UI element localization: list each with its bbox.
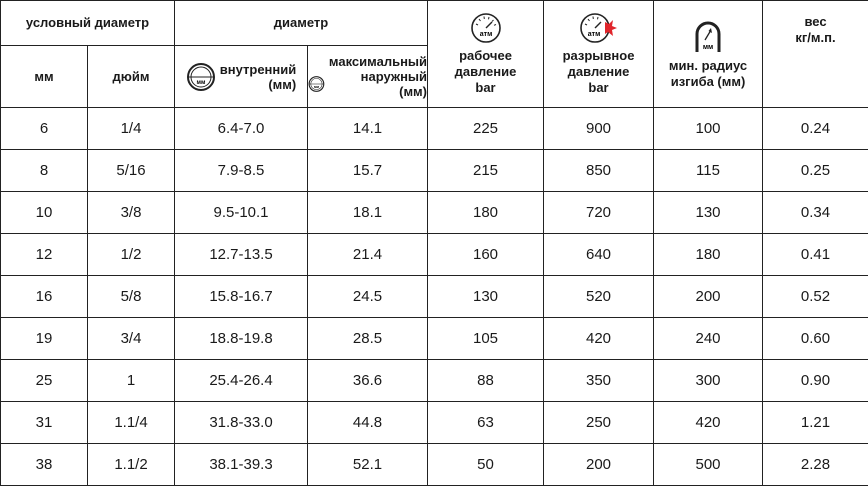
working-pressure-line3: bar: [475, 80, 496, 95]
cell-working: 50: [428, 444, 544, 486]
weight-header: [763, 1, 868, 108]
cell-outer: 36.6: [308, 360, 428, 402]
cell-radius: 300: [654, 360, 763, 402]
table-row: [1, 108, 868, 150]
cell-weight: 0.90: [763, 360, 868, 402]
burst-gauge-icon: [579, 12, 619, 44]
diameter-header: диаметр: [175, 1, 428, 46]
bend-radius-icon: [691, 18, 725, 54]
table-row: [1, 234, 868, 276]
cell-weight: 0.24: [763, 108, 868, 150]
cell-radius: 130: [654, 192, 763, 234]
inner-line1: внутренний: [219, 61, 297, 77]
cell-radius: 500: [654, 444, 763, 486]
table-row: [1, 318, 868, 360]
inch-column-header: дюйм: [88, 46, 175, 108]
bend-radius-line2: изгиба (мм): [670, 74, 746, 89]
cell-mm: 12: [1, 234, 88, 276]
working-pressure-line2: давление: [454, 64, 517, 79]
cell-weight: 0.60: [763, 318, 868, 360]
cell-inner: 31.8-33.0: [175, 402, 308, 444]
cell-working: 160: [428, 234, 544, 276]
cell-burst: 350: [544, 360, 654, 402]
cell-inner: 7.9-8.5: [175, 150, 308, 192]
cell-inner: 38.1-39.3: [175, 444, 308, 486]
atm-label: атм: [479, 31, 492, 38]
cell-radius: 180: [654, 234, 763, 276]
cell-outer: 24.5: [308, 276, 428, 318]
mm-column-header: мм: [1, 46, 88, 108]
cell-inch: 3/4: [88, 318, 175, 360]
table-row: [1, 150, 868, 192]
mm-label: мм: [313, 84, 319, 89]
bend-radius-header: [654, 1, 763, 108]
hose-ring-icon: [308, 69, 325, 99]
weight-line1: вес: [804, 14, 827, 29]
pressure-gauge-icon: [470, 12, 502, 44]
outer-line2: наружный: [360, 69, 428, 84]
cell-mm: 31: [1, 402, 88, 444]
cell-outer: 44.8: [308, 402, 428, 444]
cell-weight: 1.21: [763, 402, 868, 444]
cell-inch: 1: [88, 360, 175, 402]
table-row: [1, 276, 868, 318]
cell-working: 130: [428, 276, 544, 318]
working-pressure-header: [428, 1, 544, 108]
cell-mm: 8: [1, 150, 88, 192]
cell-burst: 520: [544, 276, 654, 318]
burst-pressure-header: [544, 1, 654, 108]
atm-label: атм: [587, 31, 600, 38]
cell-weight: 0.34: [763, 192, 868, 234]
outer-diameter-header: [308, 46, 428, 108]
cell-working: 225: [428, 108, 544, 150]
table-row: [1, 360, 868, 402]
table-row: [1, 444, 868, 486]
burst-pressure-line3: bar: [588, 80, 609, 95]
cell-inner: 9.5-10.1: [175, 192, 308, 234]
cell-radius: 100: [654, 108, 763, 150]
cell-inner: 25.4-26.4: [175, 360, 308, 402]
cell-inner: 18.8-19.8: [175, 318, 308, 360]
cell-working: 180: [428, 192, 544, 234]
cell-inner: 6.4-7.0: [175, 108, 308, 150]
table-row: [1, 402, 868, 444]
cell-inch: 3/8: [88, 192, 175, 234]
cell-burst: 420: [544, 318, 654, 360]
cell-weight: 2.28: [763, 444, 868, 486]
cell-weight: 0.25: [763, 150, 868, 192]
cell-outer: 21.4: [308, 234, 428, 276]
outer-line3: (мм): [399, 84, 428, 99]
cell-weight: 0.52: [763, 276, 868, 318]
cell-radius: 420: [654, 402, 763, 444]
burst-pressure-line2: давление: [567, 64, 630, 79]
cell-inner: 12.7-13.5: [175, 234, 308, 276]
cell-inch: 1/2: [88, 234, 175, 276]
nominal-diameter-header: условный диаметр: [1, 1, 175, 46]
weight-line2: кг/м.п.: [795, 30, 836, 45]
outer-line1: максимальный: [328, 54, 428, 69]
table-row: [1, 192, 868, 234]
cell-radius: 200: [654, 276, 763, 318]
cell-burst: 250: [544, 402, 654, 444]
inner-diameter-header: [175, 46, 308, 108]
burst-pressure-line1: разрывное: [562, 48, 635, 63]
cell-mm: 10: [1, 192, 88, 234]
cell-working: 88: [428, 360, 544, 402]
hose-ring-icon: [186, 62, 216, 92]
cell-outer: 15.7: [308, 150, 428, 192]
cell-radius: 115: [654, 150, 763, 192]
cell-burst: 850: [544, 150, 654, 192]
cell-working: 105: [428, 318, 544, 360]
cell-inch: 5/8: [88, 276, 175, 318]
cell-mm: 16: [1, 276, 88, 318]
cell-weight: 0.41: [763, 234, 868, 276]
inner-line2: (мм): [268, 76, 297, 92]
mm-label: мм: [196, 79, 206, 86]
cell-mm: 19: [1, 318, 88, 360]
cell-burst: 900: [544, 108, 654, 150]
cell-inch: 1.1/2: [88, 444, 175, 486]
cell-burst: 640: [544, 234, 654, 276]
cell-outer: 14.1: [308, 108, 428, 150]
cell-mm: 6: [1, 108, 88, 150]
cell-inch: 5/16: [88, 150, 175, 192]
working-pressure-line1: рабочее: [459, 48, 512, 63]
cell-working: 63: [428, 402, 544, 444]
table-body: [1, 108, 868, 486]
mm-label: мм: [702, 44, 714, 51]
cell-radius: 240: [654, 318, 763, 360]
cell-outer: 52.1: [308, 444, 428, 486]
cell-outer: 28.5: [308, 318, 428, 360]
cell-outer: 18.1: [308, 192, 428, 234]
cell-working: 215: [428, 150, 544, 192]
cell-mm: 25: [1, 360, 88, 402]
cell-inch: 1.1/4: [88, 402, 175, 444]
cell-inch: 1/4: [88, 108, 175, 150]
cell-burst: 720: [544, 192, 654, 234]
cell-mm: 38: [1, 444, 88, 486]
cell-burst: 200: [544, 444, 654, 486]
cell-inner: 15.8-16.7: [175, 276, 308, 318]
bend-radius-line1: мин. радиус: [668, 58, 748, 73]
